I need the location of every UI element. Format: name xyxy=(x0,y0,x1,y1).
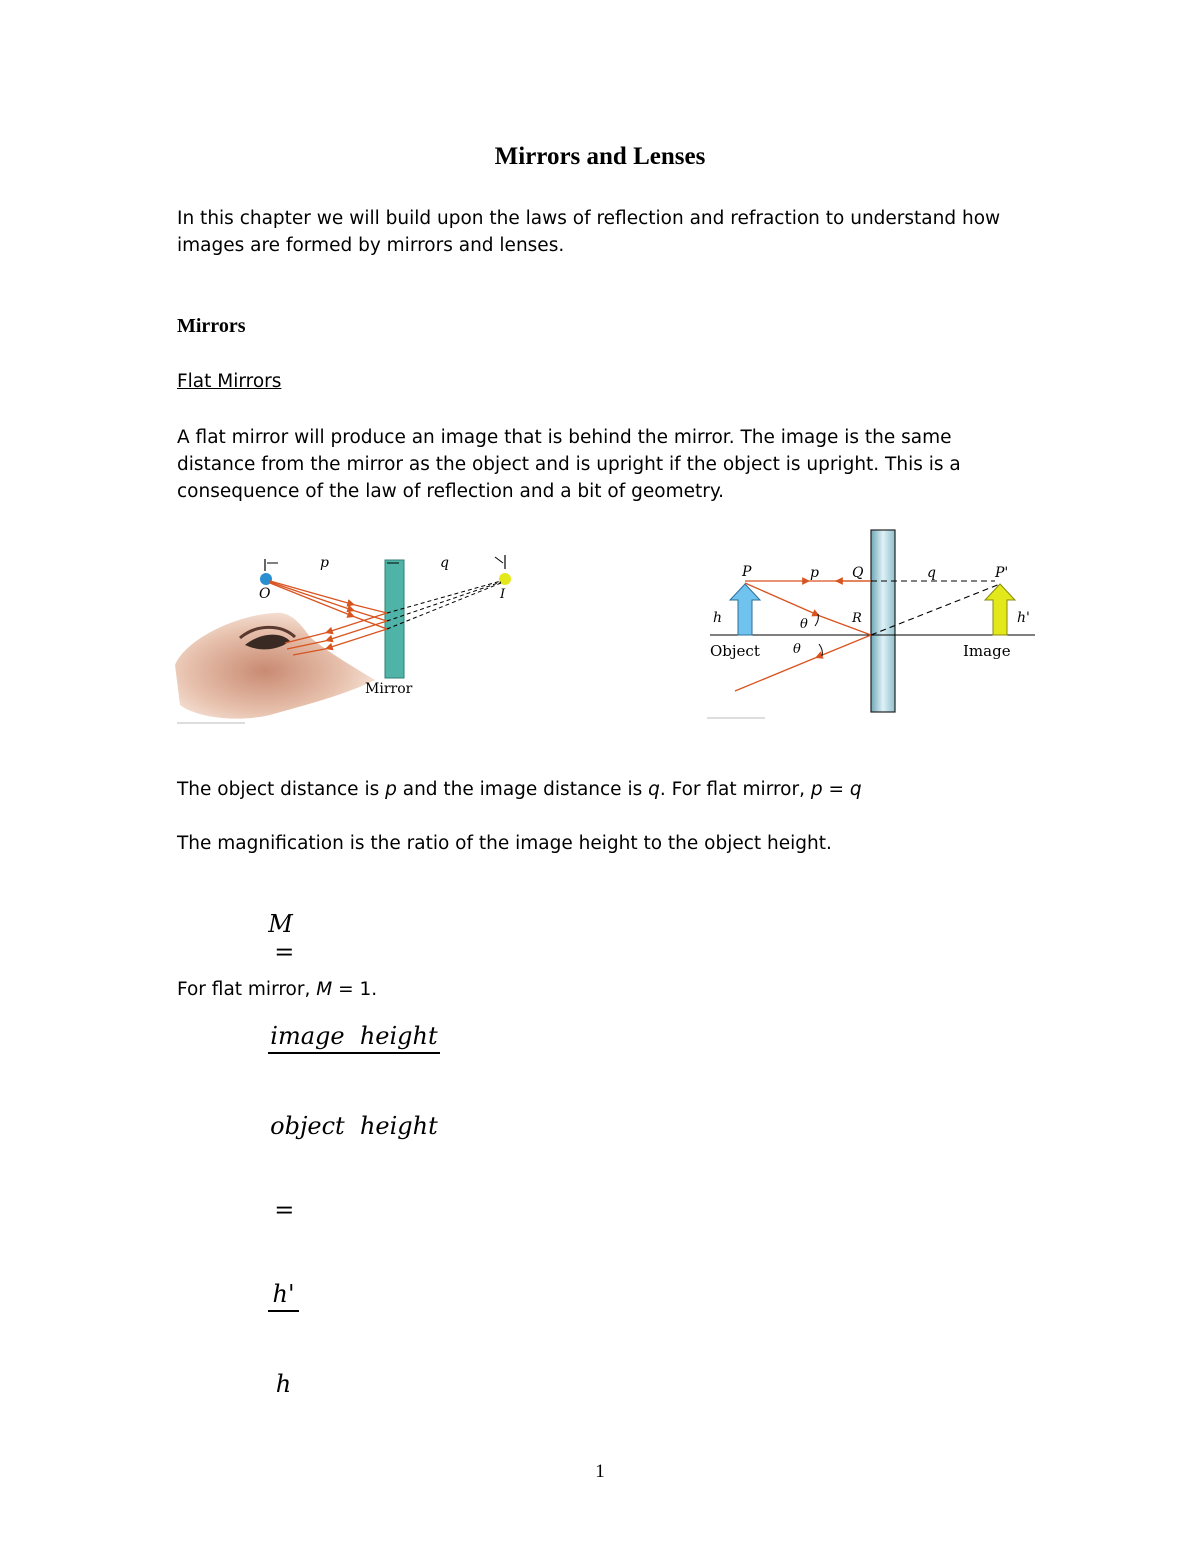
label-Q: Q xyxy=(852,565,864,581)
label-Pprime: P' xyxy=(995,565,1009,581)
label-object: Object xyxy=(710,642,760,660)
flat-mirror-magnification: For flat mirror, M = 1. xyxy=(177,979,378,1000)
label-I: I xyxy=(500,587,506,602)
eq-numerator-2: h' xyxy=(268,1280,299,1312)
object-arrow xyxy=(730,584,760,635)
image-arrow xyxy=(985,584,1015,635)
page-number: 1 xyxy=(595,1461,605,1482)
label-h: h xyxy=(713,610,723,626)
eq-denominator-2: h xyxy=(275,1370,292,1398)
eq-lhs: M xyxy=(268,910,293,938)
magnification-sentence: The magnification is the ratio of the image height to the object height. xyxy=(177,833,832,854)
label-q-right: q xyxy=(927,565,936,581)
var-q: q xyxy=(648,779,660,800)
eq-numerator-1: image height xyxy=(268,1022,439,1054)
magnification-equation: M = $\frac{\text{image height}}{\text{object height}}$ = $\frac{h'}{h}$ xyxy=(268,910,438,1398)
label-p: p xyxy=(320,555,329,571)
flat-mirror-geometry-figure xyxy=(705,528,1045,723)
subsection-heading: Flat Mirrors xyxy=(177,371,282,392)
label-hprime: h' xyxy=(1017,610,1030,626)
label-image: Image xyxy=(963,642,1011,660)
label-mirror: Mirror xyxy=(365,681,413,697)
mirror-slab xyxy=(871,530,895,712)
flat-mirror-eye-figure xyxy=(175,545,535,730)
label-theta-2: θ xyxy=(793,642,801,657)
label-O: O xyxy=(259,586,271,602)
label-R: R xyxy=(852,611,862,626)
label-theta-1: θ xyxy=(800,617,808,632)
flat-mirror-paragraph: A flat mirror will produce an image that is behind the mirror. The image is the same distance from the mirror as the object and is upright if the object is upright. This is a consequence of the law of reflection and a bit of geometry. xyxy=(177,427,961,502)
label-p-right: p xyxy=(810,565,819,581)
label-P: P xyxy=(742,564,752,580)
distance-sentence: The object distance is p and the image distance is q. For flat mirror, p = q xyxy=(177,779,862,800)
mirror-bar xyxy=(385,560,404,678)
intro-paragraph: In this chapter we will build upon the laws of reflection and refraction to understand how images are formed by mirrors and lenses. xyxy=(177,208,1001,256)
section-heading: Mirrors xyxy=(177,315,246,337)
page-title: Mirrors and Lenses xyxy=(494,143,706,170)
label-q: q xyxy=(440,555,449,571)
var-p: p xyxy=(385,779,397,800)
eq-denominator-1: object height xyxy=(270,1112,438,1140)
